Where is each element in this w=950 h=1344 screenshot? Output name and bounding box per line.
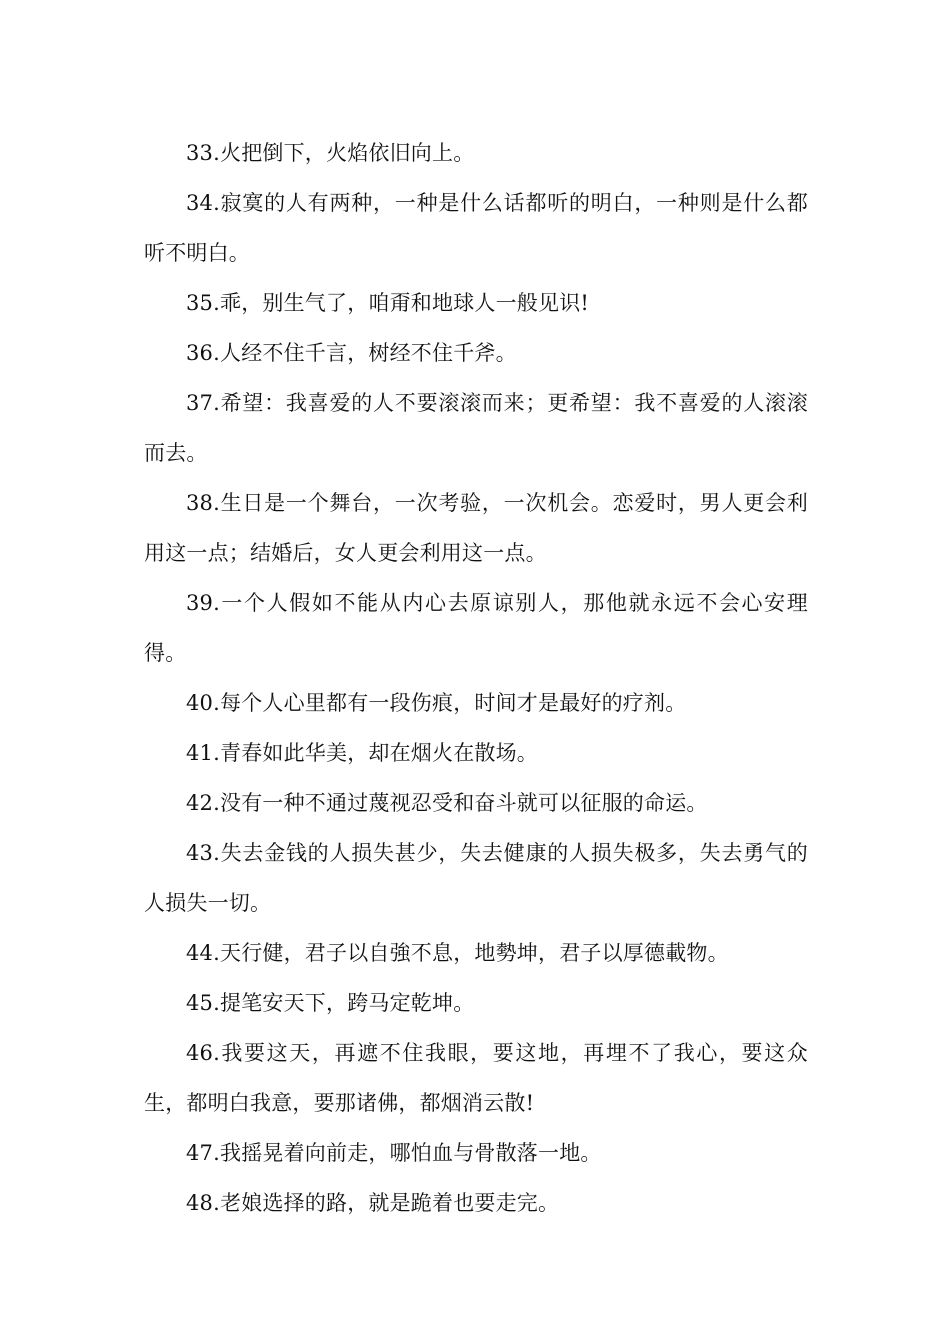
paragraph-36: 36.人经不住千言，树经不住千斧。 xyxy=(186,341,517,365)
document-body xyxy=(144,128,808,1228)
paragraph-41: 41.青春如此华美，却在烟火在散场。 xyxy=(186,741,538,765)
paragraph-38: 38.生日是一个舞台，一次考验，一次机会。恋爱时，男人更会利用这一点；结婚后，女人更会利用这一点。 xyxy=(144,491,808,565)
paragraph-39: 39.一个人假如不能从内心去原谅别人，那他就永远不会心安理得。 xyxy=(144,591,808,665)
paragraph-43: 43.失去金钱的人损失甚少，失去健康的人损失极多，失去勇气的人损失一切。 xyxy=(144,841,808,915)
paragraph-35: 35.乖，别生气了，咱甭和地球人一般见识! xyxy=(186,291,590,315)
paragraph-42: 42.没有一种不通过蔑视忍受和奋斗就可以征服的命运。 xyxy=(186,791,708,815)
paragraph-37: 37.希望：我喜爱的人不要滚滚而来；更希望：我不喜爱的人滚滚而去。 xyxy=(144,391,808,465)
paragraph-47: 47.我摇晃着向前走，哪怕血与骨散落一地。 xyxy=(186,1141,602,1165)
paragraph-33: 33.火把倒下，火焰依旧向上。 xyxy=(186,141,475,165)
paragraph-44: 44.天行健，君子以自強不息，地勢坤，君子以厚德載物。 xyxy=(186,941,729,965)
paragraph-34: 34.寂寞的人有两种，一种是什么话都听的明白，一种则是什么都听不明白。 xyxy=(144,191,808,265)
paragraph-40: 40.每个人心里都有一段伤痕，时间才是最好的疗剂。 xyxy=(186,691,687,715)
paragraph-46: 46.我要这天，再遮不住我眼，要这地，再埋不了我心，要这众生，都明白我意，要那诸佛，都烟消云散! xyxy=(144,1041,808,1115)
paragraph-45: 45.提笔安天下，跨马定乾坤。 xyxy=(186,991,475,1015)
paragraph-48: 48.老娘选择的路，就是跪着也要走完。 xyxy=(186,1191,560,1215)
